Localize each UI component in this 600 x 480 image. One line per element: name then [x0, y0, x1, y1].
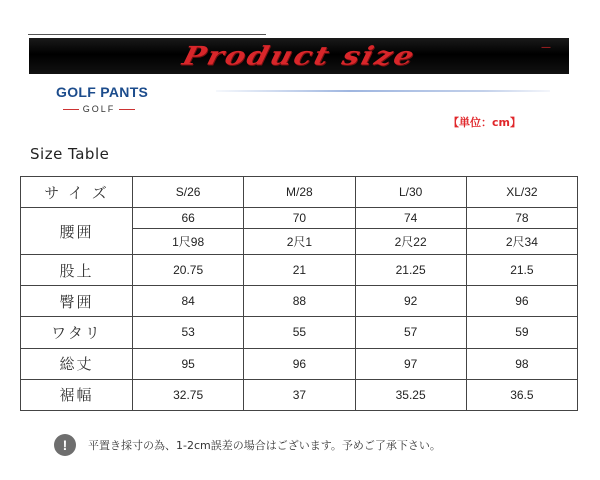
- decorative-line: [216, 90, 550, 92]
- size-header-cell: M/28: [244, 177, 355, 208]
- table-row-hem: [21, 379, 578, 410]
- note-text: 平置き採寸の為、1-2cm誤差の場合はございます。予めご了承下さい。: [88, 439, 441, 452]
- row-label-waist: 腰囲: [21, 208, 133, 255]
- size-header-cell: XL/32: [466, 177, 577, 208]
- row-label-hem: 裾幅: [21, 379, 133, 410]
- product-size-banner: [29, 38, 569, 74]
- row-label-hip: 臀囲: [21, 286, 133, 317]
- table-cell: 84: [133, 286, 244, 317]
- table-cell: 55: [244, 317, 355, 348]
- table-cell: 32.75: [133, 379, 244, 410]
- table-cell: 2尺34: [466, 229, 577, 255]
- table-cell: 35.25: [355, 379, 466, 410]
- table-cell: 92: [355, 286, 466, 317]
- table-cell: 21.5: [466, 254, 577, 285]
- brand-logo: [56, 84, 149, 114]
- header-label-cell: サ イ ズ: [21, 177, 133, 208]
- table-cell: 95: [133, 348, 244, 379]
- exclamation-icon: !: [54, 434, 76, 456]
- table-row-length: [21, 348, 578, 379]
- table-cell: 1尺98: [133, 229, 244, 255]
- table-cell: 20.75: [133, 254, 244, 285]
- brand-sub: GOLF: [82, 104, 116, 114]
- table-cell: 96: [244, 348, 355, 379]
- size-header-cell: L/30: [355, 177, 466, 208]
- brand-sub-line-left: [63, 109, 79, 110]
- table-cell: 36.5: [466, 379, 577, 410]
- table-row-hip: [21, 286, 578, 317]
- table-cell: 57: [355, 317, 466, 348]
- unit-label: 【単位：cm】: [448, 116, 521, 129]
- table-cell: 59: [466, 317, 577, 348]
- table-row-rise: [21, 254, 578, 285]
- row-label-thigh: ワタリ: [21, 317, 133, 348]
- row-label-length: 総丈: [21, 348, 133, 379]
- table-cell: 21.25: [355, 254, 466, 285]
- table-row-waist-cm: [21, 208, 578, 229]
- table-header-row: [21, 177, 578, 208]
- table-cell: 66: [133, 208, 244, 229]
- top-divider: [28, 34, 266, 35]
- size-table-title: Size Table: [30, 145, 110, 163]
- table-cell: 21: [244, 254, 355, 285]
- size-table: [20, 176, 578, 411]
- table-cell: 98: [466, 348, 577, 379]
- table-cell: 2尺1: [244, 229, 355, 255]
- measurement-note: [54, 434, 441, 456]
- banner-dash: —: [541, 42, 551, 53]
- table-cell: 78: [466, 208, 577, 229]
- table-cell: 53: [133, 317, 244, 348]
- table-cell: 97: [355, 348, 466, 379]
- table-cell: 88: [244, 286, 355, 317]
- table-cell: 2尺22: [355, 229, 466, 255]
- table-cell: 37: [244, 379, 355, 410]
- row-label-rise: 股上: [21, 254, 133, 285]
- table-cell: 96: [466, 286, 577, 317]
- table-cell: 70: [244, 208, 355, 229]
- brand-name: GOLF PANTS: [56, 84, 149, 100]
- banner-title: Product size: [179, 41, 419, 71]
- table-row-thigh: [21, 317, 578, 348]
- brand-sub-row: [56, 104, 142, 114]
- brand-sub-line-right: [119, 109, 135, 110]
- size-header-cell: S/26: [133, 177, 244, 208]
- table-cell: 74: [355, 208, 466, 229]
